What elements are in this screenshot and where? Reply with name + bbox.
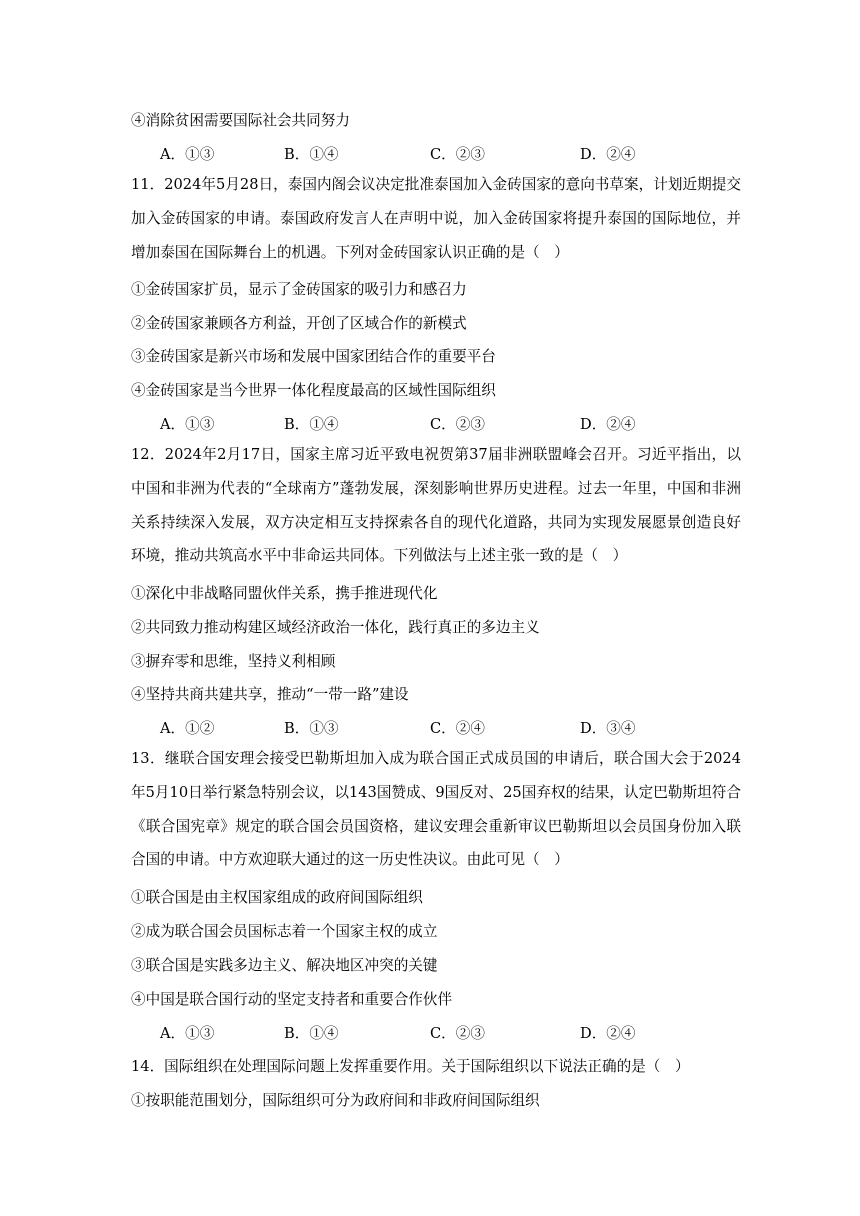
q13-option-a: A．①③ bbox=[160, 1025, 215, 1042]
q11-option-b: B．①④ bbox=[284, 416, 339, 433]
q11-item-1: ①金砖国家扩员，显示了金砖国家的吸引力和感召力 bbox=[131, 281, 467, 298]
q12-option-b: B．①③ bbox=[284, 720, 339, 737]
q14-stem: 14．国际组织在处理国际问题上发挥重要作用。关于国际组织以下说法正确的是（ ） bbox=[131, 1058, 690, 1075]
q11-option-c: C．②③ bbox=[430, 416, 485, 433]
q12-options bbox=[160, 719, 760, 739]
q11-option-a: A．①③ bbox=[160, 416, 215, 433]
q11-item-4: ④金砖国家是当今世界一体化程度最高的区域性国际组织 bbox=[131, 382, 496, 399]
q14-item-1: ①按职能范围划分，国际组织可分为政府间和非政府间国际组织 bbox=[131, 1092, 540, 1109]
q11-option-d: D．②④ bbox=[580, 416, 636, 433]
q11-item-2: ②金砖国家兼顾各方利益，开创了区域合作的新模式 bbox=[131, 315, 467, 332]
q12-stem: 12．2024年2月17日，国家主席习近平致电祝贺第37届非洲联盟峰会召开。习近平指出，以中国和非洲为代表的“全球南方”蓬勃发展，深刻影响世界历史进程。过去一年里，中国和非洲关系持续深入发展，双方决定相互支持探索各自的现代化道路，共同为实现发展愿景创造良好环境，推动共筑高水平中非命运共同体。下列做法与上述主张一致的是（ ） bbox=[131, 446, 741, 565]
q13-item-3: ③联合国是实践多边主义、解决地区冲突的关键 bbox=[131, 957, 438, 974]
q10-option-b: B．①④ bbox=[284, 146, 339, 163]
q13-option-c: C．②③ bbox=[430, 1025, 485, 1042]
q13-stem: 13．继联合国安理会接受巴勒斯坦加入成为联合国正式成员国的申请后，联合国大会于2024年5月10日举行紧急特别会议，以143国赞成、9国反对、25国弃权的结果，认定巴勒斯坦符合《联合国宪章》规定的联合国会员国资格，建议安理会重新审议巴勒斯坦以会员国身份加入联合国的申请。中方欢迎联大通过的这一历史性决议。由此可见（ ） bbox=[131, 750, 741, 869]
q13-option-b: B．①④ bbox=[284, 1025, 339, 1042]
q11-stem: 11．2024年5月28日，泰国内阁会议决定批准泰国加入金砖国家的意向书草案，计划近期提交加入金砖国家的申请。泰国政府发言人在声明中说，加入金砖国家将提升泰国的国际地位，并增加泰国在国际舞台上的机遇。下列对金砖国家认识正确的是（ ） bbox=[131, 176, 741, 261]
q12-option-a: A．①② bbox=[160, 720, 215, 737]
q11-options bbox=[160, 415, 760, 435]
q12-option-c: C．②④ bbox=[430, 720, 485, 737]
q13-item-1: ①联合国是由主权国家组成的政府间国际组织 bbox=[131, 889, 423, 906]
q12-item-4: ④坚持共商共建共享，推动“一带一路”建设 bbox=[131, 686, 409, 703]
q13-item-2: ②成为联合国会员国标志着一个国家主权的成立 bbox=[131, 923, 438, 940]
q13-option-d: D．②④ bbox=[580, 1025, 636, 1042]
q10-options bbox=[160, 145, 760, 165]
q12-item-1: ①深化中非战略同盟伙伴关系，携手推进现代化 bbox=[131, 585, 438, 602]
q12-item-2: ②共同致力推动构建区域经济政治一体化，践行真正的多边主义 bbox=[131, 619, 540, 636]
q10-item-4: ④消除贫困需要国际社会共同努力 bbox=[131, 112, 350, 129]
q12-option-d: D．③④ bbox=[580, 720, 636, 737]
q13-options bbox=[160, 1024, 760, 1044]
q10-option-a: A．①③ bbox=[160, 146, 215, 163]
q10-option-d: D．②④ bbox=[580, 146, 636, 163]
q10-option-c: C．②③ bbox=[430, 146, 485, 163]
q12-item-3: ③摒弃零和思维，坚持义利相顾 bbox=[131, 653, 336, 670]
q11-item-3: ③金砖国家是新兴市场和发展中国家团结合作的重要平台 bbox=[131, 348, 496, 365]
q13-item-4: ④中国是联合国行动的坚定支持者和重要合作伙伴 bbox=[131, 991, 453, 1008]
